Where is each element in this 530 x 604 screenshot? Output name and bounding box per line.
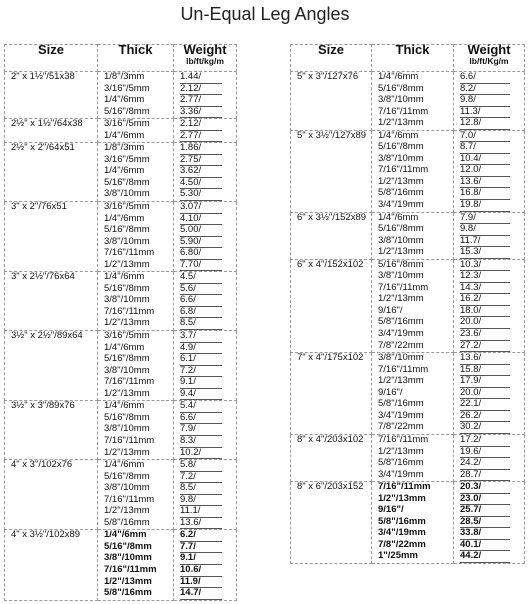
thickness-value: 3/16"/5mm — [104, 84, 173, 96]
thick-cell — [372, 434, 454, 481]
size-header: Size — [5, 45, 98, 72]
thickness-value: 3/8"/10mm — [104, 237, 173, 249]
thickness-value: 7/16"/11mm — [104, 307, 173, 319]
thickness-value: 7/16"/11mm — [378, 365, 453, 377]
thickness-value: 5/16"/8mm — [378, 142, 453, 154]
weight-value: 13.6/ — [180, 518, 222, 530]
thickness-value: 3/16"/5mm — [104, 202, 173, 214]
thickness-value: 3/8"/10mm — [378, 154, 453, 166]
weight-cell — [454, 353, 525, 435]
thickness-value: 1/2"/13mm — [378, 177, 453, 189]
size-value: 5" x 3"/127x76 — [297, 71, 359, 82]
weight-value: 13.6/ — [460, 353, 510, 365]
weight-cell — [454, 130, 525, 212]
weight-value: 4.5/ — [180, 272, 222, 284]
weight-value: 10.4/ — [460, 154, 510, 166]
size-cell — [5, 401, 98, 460]
thick-cell — [98, 272, 174, 331]
weight-value: 19.8/ — [460, 200, 510, 212]
size-value: 4" x 3"/102x76 — [11, 459, 73, 471]
thickness-value: 1/4"/6mm — [104, 131, 173, 143]
thickness-value: 5/16"/8mm — [104, 413, 173, 425]
thickness-value: 3/4"/19mm — [378, 329, 453, 341]
size-cell — [291, 434, 372, 481]
weight-cell — [174, 143, 237, 202]
thickness-value: 5/16"/8mm — [104, 225, 173, 237]
thickness-value: 3/8"/10mm — [104, 366, 173, 378]
weight-value: 28.7/ — [460, 470, 510, 482]
thickness-value: 1/2"/13mm — [104, 577, 173, 589]
angles-table-right — [290, 44, 525, 564]
weight-value: 13.6/ — [460, 177, 510, 189]
weight-value: 8.5/ — [180, 318, 222, 330]
weight-header — [454, 42, 525, 72]
thickness-value: 1/8"/3mm — [104, 143, 173, 155]
weight-value: 22.1/ — [460, 399, 510, 411]
weight-value: 5.8/ — [180, 460, 222, 472]
weight-cell — [174, 272, 237, 331]
weight-value: 15.3/ — [460, 247, 510, 259]
weight-value: 4.9/ — [180, 343, 222, 355]
thickness-value: 5/8"/16mm — [378, 317, 453, 329]
size-cell — [291, 259, 372, 352]
weight-value: 6.6/ — [180, 413, 222, 425]
thickness-value: 5/8"/16mm — [104, 518, 173, 530]
size-cell — [5, 72, 98, 119]
weight-value: 5.90/ — [180, 237, 222, 249]
weight-value: 3.07/ — [180, 202, 222, 214]
size-cell — [5, 272, 98, 331]
weight-value: 27.2/ — [460, 341, 510, 353]
weight-value: 7.9/ — [180, 424, 222, 436]
thick-cell — [372, 130, 454, 212]
weight-value: 16.2/ — [460, 294, 510, 306]
weight-value: 20.0/ — [460, 317, 510, 329]
size-value: 3" x 2½"/76x64 — [11, 271, 75, 283]
size-value: 2" x 1½"/51x38 — [11, 71, 75, 82]
size-cell — [5, 119, 98, 143]
size-value: 2½" x 1½"/64x38 — [11, 118, 83, 130]
size-value: 5" x 3½"/127x89 — [297, 129, 367, 141]
thick-cell — [372, 482, 454, 564]
weight-cell — [454, 434, 525, 481]
thickness-value: 1/2"/13mm — [378, 247, 453, 259]
thickness-value: 1/4"/6mm — [104, 530, 173, 542]
thickness-value: 5/16"/8mm — [104, 472, 173, 484]
thickness-value: 1/2"/13mm — [104, 506, 173, 518]
thickness-value: 1/4"/6mm — [104, 460, 173, 472]
table-row — [291, 482, 525, 564]
thickness-value: 3/8"/10mm — [104, 189, 173, 201]
weight-value: 17.2/ — [460, 435, 510, 447]
size-value: 3½" x 2½"/89x64 — [11, 330, 83, 342]
thickness-value: 1/2"/13mm — [104, 318, 173, 330]
thickness-value: 5/16"/8mm — [378, 84, 453, 96]
thickness-value: 1/4"/6mm — [104, 401, 173, 413]
size-value: 4" x 3½"/102x89 — [11, 529, 81, 541]
weight-value: 28.5/ — [460, 517, 510, 529]
table-row — [5, 119, 237, 143]
weight-value: 18.0/ — [460, 306, 510, 318]
weight-value: 3.7/ — [180, 331, 222, 343]
thick-cell — [98, 530, 174, 600]
weight-value: 5.30/ — [180, 189, 222, 201]
thickness-value: 1/2"/13mm — [378, 494, 453, 506]
thickness-value: 1/4"/6mm — [104, 95, 173, 107]
weight-value: 24.2/ — [460, 458, 510, 470]
weight-value: 44.2/ — [460, 551, 510, 563]
weight-value: 11.3/ — [460, 107, 510, 119]
thickness-value: 7/16"/11mm — [378, 107, 453, 119]
thick-header: Thick — [372, 45, 454, 72]
weight-value: 6.6/ — [460, 72, 510, 84]
thickness-value: 1/2"/13mm — [104, 260, 173, 272]
size-value: 3½" x 3"/89x76 — [11, 400, 75, 412]
thickness-value: 1/4"/6mm — [378, 131, 453, 143]
weight-unit: lb/ft/kg/m — [186, 55, 224, 66]
thick-cell — [98, 331, 174, 401]
table-row — [291, 353, 525, 435]
size-cell — [5, 460, 98, 530]
weight-value: 19.6/ — [460, 447, 510, 459]
weight-value: 9.4/ — [180, 389, 222, 401]
table-row — [5, 401, 237, 460]
table-row — [291, 212, 525, 259]
size-cell — [291, 482, 372, 564]
weight-value: 2.77/ — [180, 131, 222, 143]
weight-value: 4.50/ — [180, 178, 222, 190]
thickness-value: 7/16"/11mm — [104, 565, 173, 577]
thick-cell — [98, 460, 174, 530]
page-title: Un-Equal Leg Angles — [180, 4, 350, 24]
thick-header: Thick — [98, 45, 174, 72]
weight-cell — [174, 119, 237, 143]
thickness-value: 1/2"/13mm — [378, 376, 453, 388]
thickness-value: 1/4"/6mm — [104, 214, 173, 226]
thickness-value: 5/16"/8mm — [104, 542, 173, 554]
weight-value: 5.00/ — [180, 225, 222, 237]
weight-cell — [174, 72, 237, 119]
thickness-value: 1/4"/6mm — [104, 166, 173, 178]
weight-value: 9.1/ — [180, 553, 222, 565]
thickness-value: 1/2"/13mm — [378, 294, 453, 306]
weight-value: 20.0/ — [460, 388, 510, 400]
weight-value: 23.6/ — [460, 329, 510, 341]
thickness-value: 5/16"/8mm — [378, 224, 453, 236]
size-value: 7" x 4"/175x102 — [297, 352, 364, 364]
thickness-value: 1/2"/13mm — [378, 118, 453, 130]
size-value: 3" x 2"/76x51 — [11, 201, 67, 213]
weight-cell — [174, 331, 237, 401]
thickness-value: 7/16"/11mm — [378, 482, 453, 494]
weight-value: 7.2/ — [180, 366, 222, 378]
thickness-value: 3/4"/19mm — [378, 411, 453, 423]
thickness-value: 7/16"/11mm — [104, 248, 173, 260]
weight-value: 40.1/ — [460, 540, 510, 552]
size-cell — [291, 353, 372, 435]
weight-cell — [454, 482, 525, 564]
weight-value: 20.3/ — [460, 482, 510, 494]
weight-value: 2.75/ — [180, 155, 222, 167]
weight-value: 2.77/ — [180, 95, 222, 107]
weight-value: 16.8/ — [460, 188, 510, 200]
table-row — [5, 72, 237, 119]
weight-value: 6.2/ — [180, 530, 222, 542]
thickness-value: 1/4"/6mm — [378, 213, 453, 225]
weight-value: 1.86/ — [180, 143, 222, 155]
weight-value: 9.8/ — [180, 495, 222, 507]
weight-value: 3.62/ — [180, 166, 222, 178]
weight-unit: lb/ft/Kg/m — [469, 55, 509, 66]
thickness-value: 3/16"/5mm — [104, 155, 173, 167]
weight-value: 11.1/ — [180, 506, 222, 518]
thick-cell — [98, 401, 174, 460]
table-row — [291, 130, 525, 212]
thickness-value: 3/8"/10mm — [378, 236, 453, 248]
table-row — [291, 434, 525, 481]
thickness-value: 1/4"/6mm — [378, 72, 453, 84]
size-cell — [291, 130, 372, 212]
weight-cell — [174, 460, 237, 530]
weight-value: 6.1/ — [180, 354, 222, 366]
weight-value: 7.2/ — [180, 472, 222, 484]
weight-value: 10.2/ — [180, 448, 222, 460]
thickness-value: 3/4"/19mm — [378, 528, 453, 540]
weight-value: 7.9/ — [460, 213, 510, 225]
thickness-value: 7/16"/11mm — [378, 165, 453, 177]
size-header: Size — [291, 45, 372, 72]
size-cell — [5, 202, 98, 272]
table-row — [5, 143, 237, 202]
thickness-value: 3/8"/10mm — [104, 553, 173, 565]
thickness-value: 7/8"/22mm — [378, 341, 453, 353]
weight-value: 8.5/ — [180, 483, 222, 495]
thick-cell — [98, 72, 174, 119]
size-value: 6" x 3½"/152x89 — [297, 211, 367, 223]
thickness-value: 3/8"/10mm — [104, 295, 173, 307]
table-row — [291, 259, 525, 352]
thickness-value: 5/16"/8mm — [378, 260, 453, 272]
weight-label: Weight — [467, 42, 511, 57]
size-value: 8" x 4"/203x102 — [297, 433, 364, 445]
weight-value: 33.8/ — [460, 528, 510, 540]
thick-cell — [98, 143, 174, 202]
weight-cell — [174, 530, 237, 600]
weight-value: 6.8/ — [180, 307, 222, 319]
weight-value: 17.9/ — [460, 376, 510, 388]
thickness-value: 9/16"/ — [378, 306, 453, 318]
weight-label: Weight — [183, 42, 227, 57]
angles-table-left — [4, 44, 237, 601]
thick-cell — [372, 353, 454, 435]
thickness-value: 3/8"/10mm — [104, 424, 173, 436]
weight-value: 5.4/ — [180, 401, 222, 413]
thickness-value: 3/8"/10mm — [104, 483, 173, 495]
thickness-value: 1/4"/6mm — [104, 343, 173, 355]
thickness-value: 7/8"/22mm — [378, 540, 453, 552]
weight-value: 8.2/ — [460, 84, 510, 96]
size-cell — [291, 72, 372, 131]
weight-value: 1.44/ — [180, 72, 222, 84]
thickness-value: 5/8"/16mm — [104, 588, 173, 600]
weight-cell — [454, 72, 525, 131]
size-cell — [291, 212, 372, 259]
weight-value: 23.0/ — [460, 494, 510, 506]
weight-cell — [174, 401, 237, 460]
weight-value: 9.8/ — [460, 224, 510, 236]
table-row — [5, 331, 237, 401]
weight-value: 12.8/ — [460, 118, 510, 130]
size-value: 2½" x 2"/64x51 — [11, 142, 75, 154]
thick-cell — [372, 72, 454, 131]
thick-cell — [372, 259, 454, 352]
size-cell — [5, 331, 98, 401]
thick-cell — [372, 212, 454, 259]
thickness-value: 7/16"/11mm — [104, 495, 173, 507]
weight-value: 5.6/ — [180, 284, 222, 296]
table-row — [5, 272, 237, 331]
size-value: 8" x 6"/203x152 — [297, 481, 364, 493]
thickness-value: 7/16"/11mm — [378, 283, 453, 295]
thickness-value: 7/8"/22mm — [378, 422, 453, 434]
weight-value: 12.0/ — [460, 165, 510, 177]
weight-value: 3.36/ — [180, 107, 222, 119]
thickness-value: 1/2"/13mm — [104, 389, 173, 401]
weight-value: 8.3/ — [180, 436, 222, 448]
thickness-value: 7/16"/11mm — [378, 435, 453, 447]
weight-value: 6.80/ — [180, 248, 222, 260]
thickness-value: 7/16"/11mm — [104, 436, 173, 448]
weight-value: 8.7/ — [460, 142, 510, 154]
thickness-value: 1"/25mm — [378, 551, 453, 563]
weight-value: 10.6/ — [180, 565, 222, 577]
thickness-value: 9/16"/ — [378, 505, 453, 517]
weight-value: 2.12/ — [180, 84, 222, 96]
weight-value: 14.3/ — [460, 283, 510, 295]
weight-value: 9.1/ — [180, 377, 222, 389]
thickness-value: 5/16"/8mm — [104, 354, 173, 366]
thickness-value: 1/4"/6mm — [104, 272, 173, 284]
weight-value: 25.7/ — [460, 505, 510, 517]
weight-value: 26.2/ — [460, 411, 510, 423]
thickness-value: 9/16"/ — [378, 388, 453, 400]
thickness-value: 3/16"/5mm — [104, 331, 173, 343]
size-cell — [5, 530, 98, 600]
thickness-value: 3/8"/10mm — [378, 353, 453, 365]
table-row — [5, 460, 237, 530]
thickness-value: 5/8"/16mm — [378, 188, 453, 200]
size-cell — [5, 143, 98, 202]
weight-cell — [454, 212, 525, 259]
thickness-value: 1/8"/3mm — [104, 72, 173, 84]
thickness-value: 3/16"/5mm — [104, 119, 173, 131]
thickness-value: 1/2"/13mm — [378, 447, 453, 459]
thickness-value: 3/8"/10mm — [378, 271, 453, 283]
thickness-value: 5/16"/8mm — [104, 107, 173, 119]
weight-value: 11.9/ — [180, 577, 222, 589]
weight-value: 10.3/ — [460, 260, 510, 272]
thick-cell — [98, 119, 174, 143]
weight-value: 2.12/ — [180, 119, 222, 131]
weight-value: 14.7/ — [180, 588, 222, 600]
thickness-value: 5/8"/16mm — [378, 517, 453, 529]
weight-value: 15.8/ — [460, 365, 510, 377]
thickness-value: 3/4"/19mm — [378, 470, 453, 482]
thick-cell — [98, 202, 174, 272]
weight-value: 11.7/ — [460, 236, 510, 248]
thickness-value: 5/8"/16mm — [378, 458, 453, 470]
weight-value: 6.6/ — [180, 295, 222, 307]
weight-value: 7.70/ — [180, 260, 222, 272]
thickness-value: 5/16"/8mm — [104, 178, 173, 190]
weight-cell — [454, 259, 525, 352]
weight-value: 30.2/ — [460, 422, 510, 434]
thickness-value: 7/16"/11mm — [104, 377, 173, 389]
weight-value: 9.8/ — [460, 95, 510, 107]
weight-cell — [174, 202, 237, 272]
thickness-value: 1/2"/13mm — [104, 448, 173, 460]
weight-value: 12.3/ — [460, 271, 510, 283]
weight-value: 4.10/ — [180, 214, 222, 226]
thickness-value: 3/4"/19mm — [378, 200, 453, 212]
weight-value: 7.7/ — [180, 542, 222, 554]
table-row — [291, 72, 525, 131]
thickness-value: 3/8"/10mm — [378, 95, 453, 107]
table-row — [5, 530, 237, 600]
thickness-value: 5/8"/16mm — [378, 399, 453, 411]
table-row — [5, 202, 237, 272]
weight-header — [174, 42, 237, 72]
weight-value: 7.0/ — [460, 131, 510, 143]
thickness-value: 5/16"/8mm — [104, 284, 173, 296]
size-value: 6" x 4"/152x102 — [297, 258, 364, 270]
